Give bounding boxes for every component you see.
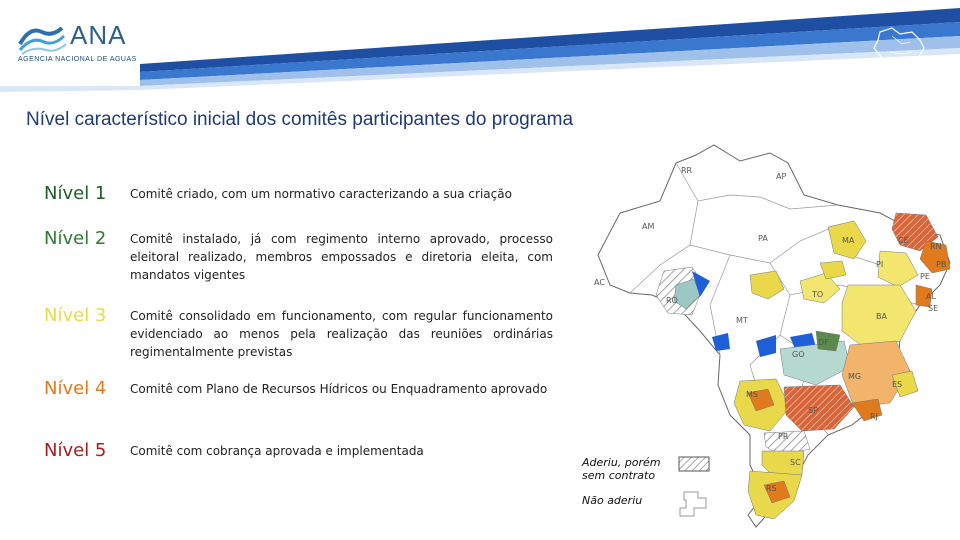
state-label-mt: MT bbox=[736, 316, 748, 325]
legend-not-adhered-label: Não aderiu bbox=[582, 494, 643, 507]
brazil-outline-icon bbox=[868, 22, 930, 80]
level-2-desc: Comitê instalado, já com regimento interno aprovado, processo eleitoral realizado, membros empossados e diretoria eleita, com mandatos vigentes bbox=[130, 232, 553, 282]
level-4-name: Nível 4 bbox=[44, 378, 107, 399]
state-label-mg: MG bbox=[848, 372, 862, 381]
level-3-name: Nível 3 bbox=[44, 305, 107, 326]
ana-logo-icon bbox=[16, 20, 68, 56]
level-4-desc: Comitê com Plano de Recursos Hídricos ou Enquadramento aprovado bbox=[130, 382, 548, 396]
state-label-rj: RJ bbox=[870, 412, 878, 421]
state-label-ms: MS bbox=[746, 390, 758, 399]
state-label-sp: SP bbox=[808, 406, 818, 415]
level-1-name: Nível 1 bbox=[44, 183, 107, 204]
level-3-desc: Comitê consolidado em funcionamento, com regular funcionamento evidenciado ao menos pela realização das reuniões ordinárias regimentalmente previstas bbox=[130, 309, 553, 359]
header-band bbox=[0, 0, 960, 100]
state-label-sc: SC bbox=[790, 458, 801, 467]
logo-subtitle: AGENCIA NACIONAL DE AGUAS bbox=[18, 56, 137, 63]
state-label-df: DF bbox=[818, 338, 829, 347]
header bbox=[0, 0, 960, 100]
state-label-ap: AP bbox=[776, 172, 787, 181]
state-label-go: GO bbox=[792, 350, 805, 359]
state-label-am: AM bbox=[642, 222, 655, 231]
state-label-ba: BA bbox=[876, 312, 887, 321]
logo-name: ANA bbox=[70, 20, 127, 50]
page-title: Nível característico inicial dos comitês participantes do programa bbox=[26, 109, 574, 130]
legend-hatch-swatch bbox=[678, 456, 710, 472]
legend-adhered-no-contract-label: Aderiu, porém sem contrato bbox=[582, 456, 661, 482]
state-label-pa: PA bbox=[758, 234, 768, 243]
level-5-desc: Comitê com cobrança aprovada e implementada bbox=[130, 444, 424, 458]
state-label-se: SE bbox=[928, 304, 939, 313]
state-label-rn: RN bbox=[930, 242, 942, 251]
state-label-ce: CE bbox=[898, 236, 909, 245]
state-label-ma: MA bbox=[842, 236, 855, 245]
state-label-ro: RO bbox=[666, 296, 678, 305]
state-label-pe: PE bbox=[920, 272, 930, 281]
state-label-to: TO bbox=[812, 290, 824, 299]
state-label-rr: RR bbox=[681, 166, 693, 175]
state-label-pi: PI bbox=[876, 260, 884, 269]
state-label-pb: PB bbox=[936, 260, 947, 269]
state-label-al: AL bbox=[926, 292, 936, 301]
state-label-rs: RS bbox=[766, 484, 777, 493]
legend-not-adhered-swatch bbox=[678, 490, 708, 518]
level-2-name: Nível 2 bbox=[44, 228, 107, 249]
state-label-ac: AC bbox=[594, 278, 605, 287]
level-5-name: Nível 5 bbox=[44, 440, 107, 461]
level-1-desc: Comitê criado, com um normativo caracterizando a sua criação bbox=[130, 187, 512, 201]
state-label-pr: PR bbox=[778, 432, 789, 441]
state-label-es: ES bbox=[892, 380, 903, 389]
